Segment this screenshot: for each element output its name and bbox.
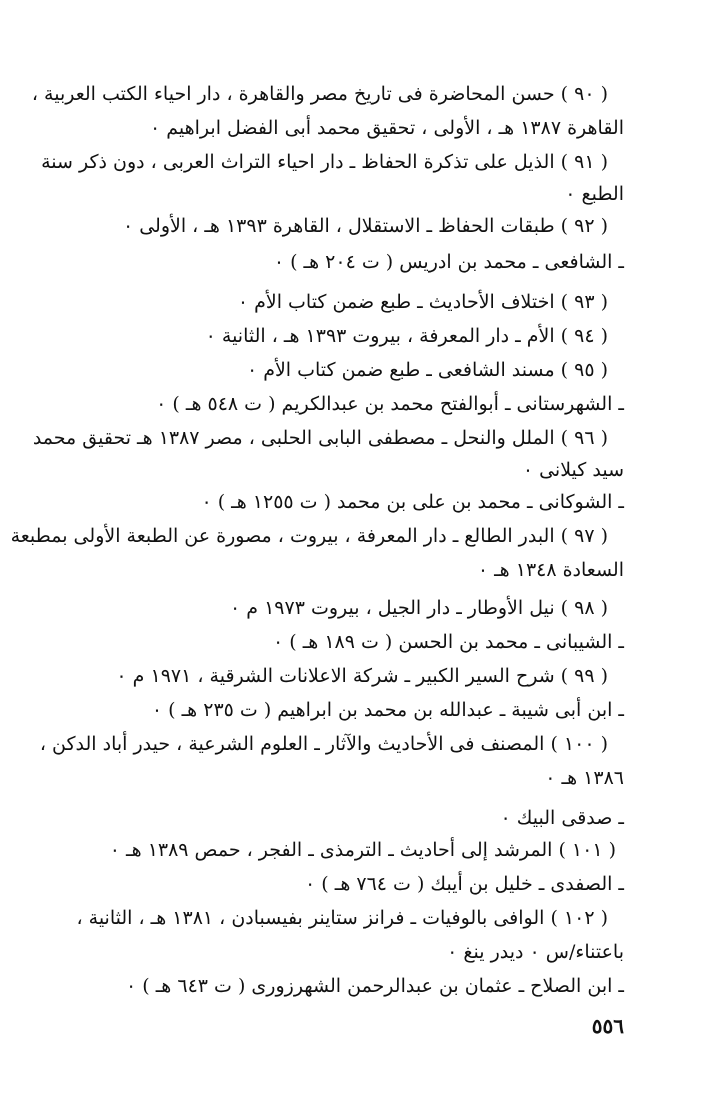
- author-sidqi-albayk: ـ صدقى البيك ٠: [500, 807, 624, 829]
- entry-95: ( ٩٥ ) مسند الشافعى ـ طبع ضمن كتاب الأم ٠: [246, 359, 608, 381]
- entry-92: ( ٩٢ ) طبقات الحفاظ ـ الاستقلال ، القاهرة ١٣٩٣ هـ ، الأولى ٠: [122, 215, 608, 237]
- author-shafii: ـ الشافعى ـ محمد بن ادريس ( ت ٢٠٤ هـ ) ٠: [273, 251, 624, 273]
- author-ibn-abi-shayba: ـ ابن أبى شيبة ـ عبدالله بن محمد بن ابراهيم ( ت ٢٣٥ هـ ) ٠: [151, 699, 624, 721]
- entry-101: ( ١٠١ ) المرشد إلى أحاديث ـ الترمذى ـ الفجر ، حمص ١٣٨٩ هـ ٠: [109, 839, 616, 861]
- author-shahrastani: ـ الشهرستانى ـ أبوالفتح محمد بن عبدالكريم ( ت ٥٤٨ هـ ) ٠: [156, 393, 624, 415]
- entry-100-line-2: ١٣٨٦ هـ ٠: [545, 767, 624, 789]
- entry-98: ( ٩٨ ) نيل الأوطار ـ دار الجيل ، بيروت ١٩٧٣ م ٠: [230, 597, 608, 619]
- entry-102-line-1: ( ١٠٢ ) الوافى بالوفيات ـ فرانز ستاينر بفيسبادن ، ١٣٨١ هـ ، الثانية ،: [76, 907, 608, 929]
- author-ibn-alsalah: ـ ابن الصلاح ـ عثمان بن عبدالرحمن الشهرزورى ( ت ٦٤٣ هـ ) ٠: [126, 975, 624, 997]
- author-shawkani: ـ الشوكانى ـ محمد بن على بن محمد ( ت ١٢٥٥ هـ ) ٠: [201, 491, 624, 513]
- entry-90-line-1: ( ٩٠ ) حسن المحاضرة فى تاريخ مصر والقاهرة ، دار احياء الكتب العربية ،: [31, 83, 608, 105]
- entry-99: ( ٩٩ ) شرح السير الكبير ـ شركة الاعلانات الشرقية ، ١٩٧١ م ٠: [116, 665, 608, 687]
- entry-102-line-2: باعتناء/س ٠ ديدر ينغ ٠: [447, 941, 624, 963]
- entry-90-line-2: القاهرة ١٣٨٧ هـ ، الأولى ، تحقيق محمد أبى الفضل ابراهيم ٠: [150, 117, 624, 139]
- entry-96-line-2: سيد كيلانى ٠: [522, 459, 624, 481]
- entry-93: ( ٩٣ ) اختلاف الأحاديث ـ طبع ضمن كتاب الأم ٠: [237, 291, 608, 313]
- entry-97-line-2: السعادة ١٣٤٨ هـ ٠: [477, 559, 624, 581]
- entry-91-line-1: ( ٩١ ) الذيل على تذكرة الحفاظ ـ دار احياء التراث العربى ، دون ذكر سنة: [41, 151, 608, 173]
- author-safadi: ـ الصفدى ـ خليل بن أيبك ( ت ٧٦٤ هـ ) ٠: [305, 873, 624, 895]
- entry-96-line-1: ( ٩٦ ) الملل والنحل ـ مصطفى البابى الحلبى ، مصر ١٣٨٧ هـ تحقيق محمد: [32, 427, 608, 449]
- entry-91-line-2: الطبع ٠: [565, 183, 624, 205]
- entry-97-line-1: ( ٩٧ ) البدر الطالع ـ دار المعرفة ، بيروت ، مصورة عن الطبعة الأولى بمطبعة: [10, 525, 608, 547]
- page-number: ٥٥٦: [591, 1014, 624, 1038]
- entry-100-line-1: ( ١٠٠ ) المصنف فى الأحاديث والآثار ـ العلوم الشرعية ، حيدر أباد الدكن ،: [39, 733, 608, 755]
- author-shaybani: ـ الشيبانى ـ محمد بن الحسن ( ت ١٨٩ هـ ) ٠: [272, 631, 624, 653]
- entry-94: ( ٩٤ ) الأم ـ دار المعرفة ، بيروت ١٣٩٣ هـ ، الثانية ٠: [205, 325, 608, 347]
